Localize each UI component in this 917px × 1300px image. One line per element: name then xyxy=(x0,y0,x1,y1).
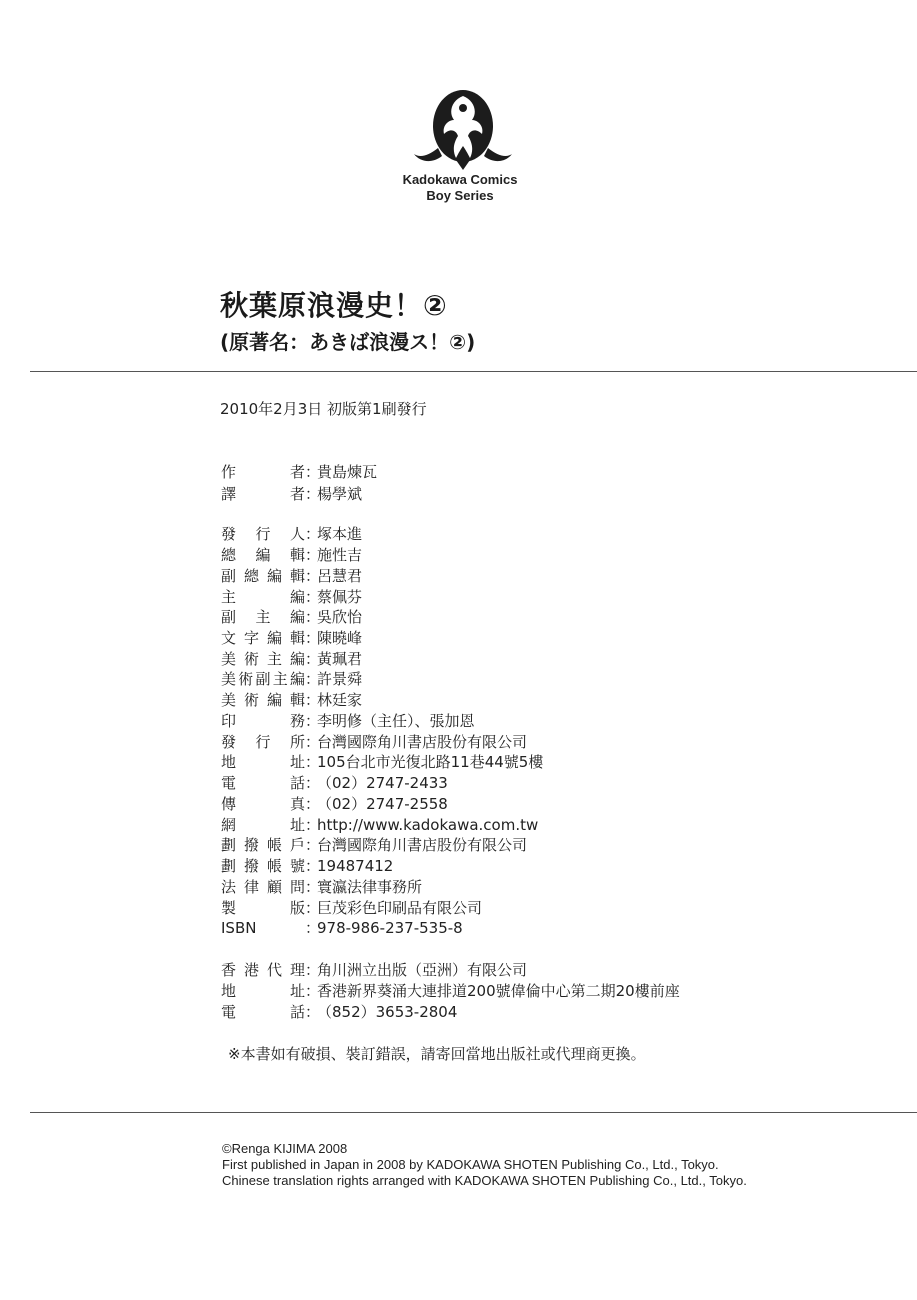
credit-row: 總編輯：施性吉 xyxy=(221,546,363,564)
credit-row: 法律顧問：寰瀛法律事務所 xyxy=(221,878,423,896)
credit-row: 副主編：吳欣怡 xyxy=(221,608,363,626)
credit-row: 劃撥帳號：19487412 xyxy=(221,857,394,875)
divider-bottom xyxy=(30,1112,917,1113)
credit-row: 作者：貴島煉瓦 xyxy=(221,463,378,481)
credit-row: ISBN ：978-986-237-535-8 xyxy=(221,919,463,937)
copyright-line-2: First published in Japan in 2008 by KADOKAWA SHOTEN Publishing Co., Ltd., Tokyo. xyxy=(222,1157,719,1172)
credit-row: 主編：蔡佩芬 xyxy=(221,588,363,606)
credit-row: 發行所：台灣國際角川書店股份有限公司 xyxy=(221,733,528,751)
divider-top xyxy=(30,371,917,372)
brand-line-2: Boy Series xyxy=(426,188,494,203)
credit-row: 地址：105台北市光復北路11巷44號5樓 xyxy=(221,753,544,771)
damage-notice: ※本書如有破損、裝訂錯誤，請寄回當地出版社或代理商更換。 xyxy=(228,1045,646,1063)
credit-row: 美術編輯：林廷家 xyxy=(221,691,363,709)
credit-row: 傳真：（02）2747-2558 xyxy=(221,795,448,813)
credit-row: 地址：香港新界葵涌大連排道200號偉倫中心第二期20樓前座 xyxy=(221,982,680,1000)
book-title: 秋葉原浪漫史！② xyxy=(220,289,448,322)
credit-row: 美術主編：黃珮君 xyxy=(221,650,363,668)
credit-row: 劃撥帳戶：台灣國際角川書店股份有限公司 xyxy=(221,836,528,854)
credit-row: 印務：李明修（主任）、張加恩 xyxy=(221,712,475,730)
copyright-line-3: Chinese translation rights arranged with KADOKAWA SHOTEN Publishing Co., Ltd., Tokyo. xyxy=(222,1173,747,1188)
credit-row: 電話：（852）3653-2804 xyxy=(221,1003,458,1021)
copyright-line-1: ©Renga KIJIMA 2008 xyxy=(222,1141,348,1156)
credit-row: 文字編輯：陳曉峰 xyxy=(221,629,363,647)
credit-row: 譯者：楊學斌 xyxy=(221,485,363,503)
original-title: (原著名：あきば浪漫ス！②) xyxy=(220,330,476,354)
phoenix-logo-icon xyxy=(408,86,518,172)
credit-row: 網址：http://www.kadokawa.com.tw xyxy=(221,816,539,834)
credit-row: 副總編輯：呂慧君 xyxy=(221,567,363,585)
credit-row: 發行人：塚本進 xyxy=(221,525,363,543)
credit-row: 香港代理：角川洲立出版（亞洲）有限公司 xyxy=(221,961,528,979)
brand-line-1: Kadokawa Comics xyxy=(402,172,518,187)
credit-row: 電話：（02）2747-2433 xyxy=(221,774,448,792)
edition-line: 2010年2月3日 初版第1刷發行 xyxy=(220,400,427,418)
credit-row: 美術副主編：許景舜 xyxy=(221,670,363,688)
credit-row: 製版：巨茂彩色印刷品有限公司 xyxy=(221,899,483,917)
